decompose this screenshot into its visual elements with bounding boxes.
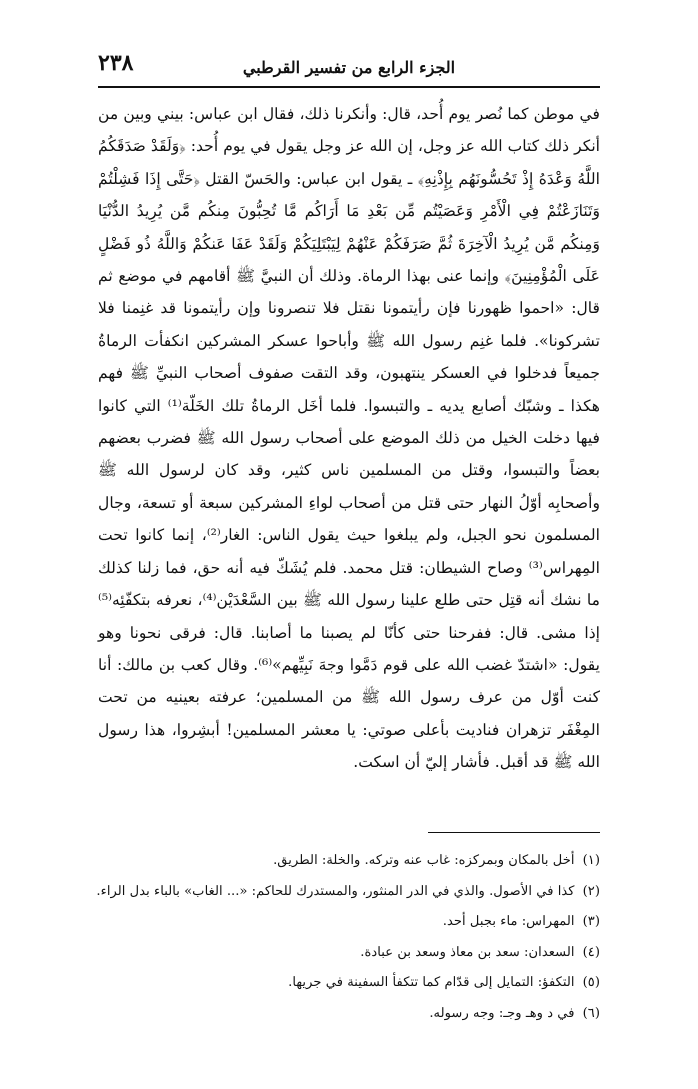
running-title: الجزء الرابع من تفسير القرطبي xyxy=(242,58,456,77)
footnote-text: المهراس: ماء بجبل أحد. xyxy=(442,914,575,929)
footnote-text: أخل بالمكان وبمركزه: غاب عنه وتركه. والخلة: الطريق. xyxy=(273,853,575,868)
page-number: ٢٣٨ xyxy=(98,50,134,76)
body-text xyxy=(98,98,600,779)
footnote-5 xyxy=(98,968,600,999)
footnote-6 xyxy=(98,999,600,1030)
page-header xyxy=(98,40,600,88)
footnote-number: (٣) xyxy=(582,914,600,929)
footnote-3 xyxy=(98,907,600,938)
footnote-text: السعدان: سعد بن معاذ وسعد بن عبادة. xyxy=(360,944,575,960)
footnote-1 xyxy=(98,846,600,877)
footnotes xyxy=(98,846,600,1029)
footnote-number: (٤) xyxy=(582,944,600,960)
footnote-number: (٢) xyxy=(582,883,600,899)
footnote-2 xyxy=(98,877,600,908)
body-paragraph: في موطن كما نُصر يوم أُحد، قال: وأنكرنا ذلك، فقال ابن عباس: بيني وبين من أنكر ذلك كتاب الله عز وجل، إن الله عز وجل يقول في يوم أُحد: ﴿وَلَقَدْ صَدَقَكُمُ اللَّهُ وَعْدَهُ إِذْ تَحُسُّونَهُم بِإِذْنِهِ﴾ ـ يقول ابن عباس: والحَسّ القتل ﴿حَتَّى إِذَا فَشِلْتُمْ وَتَنَازَعْتُمْ فِي الْأَمْرِ وَعَصَيْتُم مِّن بَعْدِ مَا أَرَاكُم مَّا تُحِبُّونَ مِنكُم مَّن يُرِيدُ الدُّنْيَا وَمِنكُم مَّن يُرِيدُ الْآخِرَةَ ثُمَّ صَرَفَكُمْ عَنْهُمْ لِيَبْتَلِيَكُمْ وَلَقَدْ عَفَا عَنكُمْ وَاللَّهُ ذُو فَضْلٍ عَلَى الْمُؤْمِنِينَ﴾ وإنما عنى بهذا الرماة. وذلك أن النبيَّ ﷺ أقامهم في موضع ثم قال: «احموا ظهورنا فإن رأيتمونا نقتل فلا تنصرونا وإن رأيتمونا قد غنِمنا فلا تشركونا». فلما غنِم رسول الله ﷺ وأباحوا عسكر المشركين انكفأت الرماةُ جميعاً فدخلوا في العسكر ينتهبون، وقد التقت صفوف أصحاب النبيِّ ﷺ فهم هكذا ـ وشبّك أصابع يديه ـ والتبسوا. فلما أخَل الرماةُ تلك الخَلّة⁽¹⁾ التي كانوا فيها دخلت الخيل من ذلك الموضع على أصحاب رسول الله ﷺ فضرب بعضهم بعضاً والتبسوا، وقتل من المسلمين ناس كثير، وقد كان لرسول الله ﷺ وأصحابِه أوّلُ النهار حتى قتل من أصحاب لواءِ المشركين سبعة أو تسعة، وجال المسلمون نحو الجبل، ولم يبلغوا حيث يقول الناس: الغار⁽²⁾، إنما كانوا تحت المِهراس⁽³⁾ وصاح الشيطان: قتل محمد. فلم يُشَكّ فيه أنه حق، فما زلنا كذلك ما نشك أنه قتِل حتى طلع علينا رسول الله ﷺ بين السَّعْدَيْن⁽⁴⁾، نعرفه بتكفّئِه⁽⁵⁾ إذا مشى. قال: ففرحنا حتى كأنّا لم يصبنا ما أصابنا. قال: فرقى نحونا وهو يقول: «اشتدّ غضب الله على قوم دَمَّوا وجهَ نَبِيِّهم»⁽⁶⁾. وقال كعب بن مالك: أنا كنت أوّل من عرف رسول الله ﷺ من المسلمين؛ عرفته بعينيه من تحت المِغْفَر تزهران فناديت بأعلى صوتي: يا معشر المسلمين! أبشِروا، هذا رسول الله ﷺ قد أقبل. فأشار إليّ أن اسكت. xyxy=(98,105,601,772)
footnote-number: (٦) xyxy=(582,1005,600,1021)
footnote-number: (٥) xyxy=(582,975,600,990)
footnote-divider xyxy=(428,832,600,833)
footnote-text: في د وهـ وجـ: وجه رسوله. xyxy=(429,1005,575,1021)
footnote-text: كذا في الأصول. والذي في الدر المنثور، والمستدرك للحاكم: «... الغاب» بالباء بدل الراء. xyxy=(96,883,575,899)
footnote-text: التكفؤ: التمايل إلى قدّام كما تتكفأ السفينة في جريها. xyxy=(288,975,575,990)
footnote-4 xyxy=(98,938,600,969)
footnote-number: (١) xyxy=(582,853,600,868)
